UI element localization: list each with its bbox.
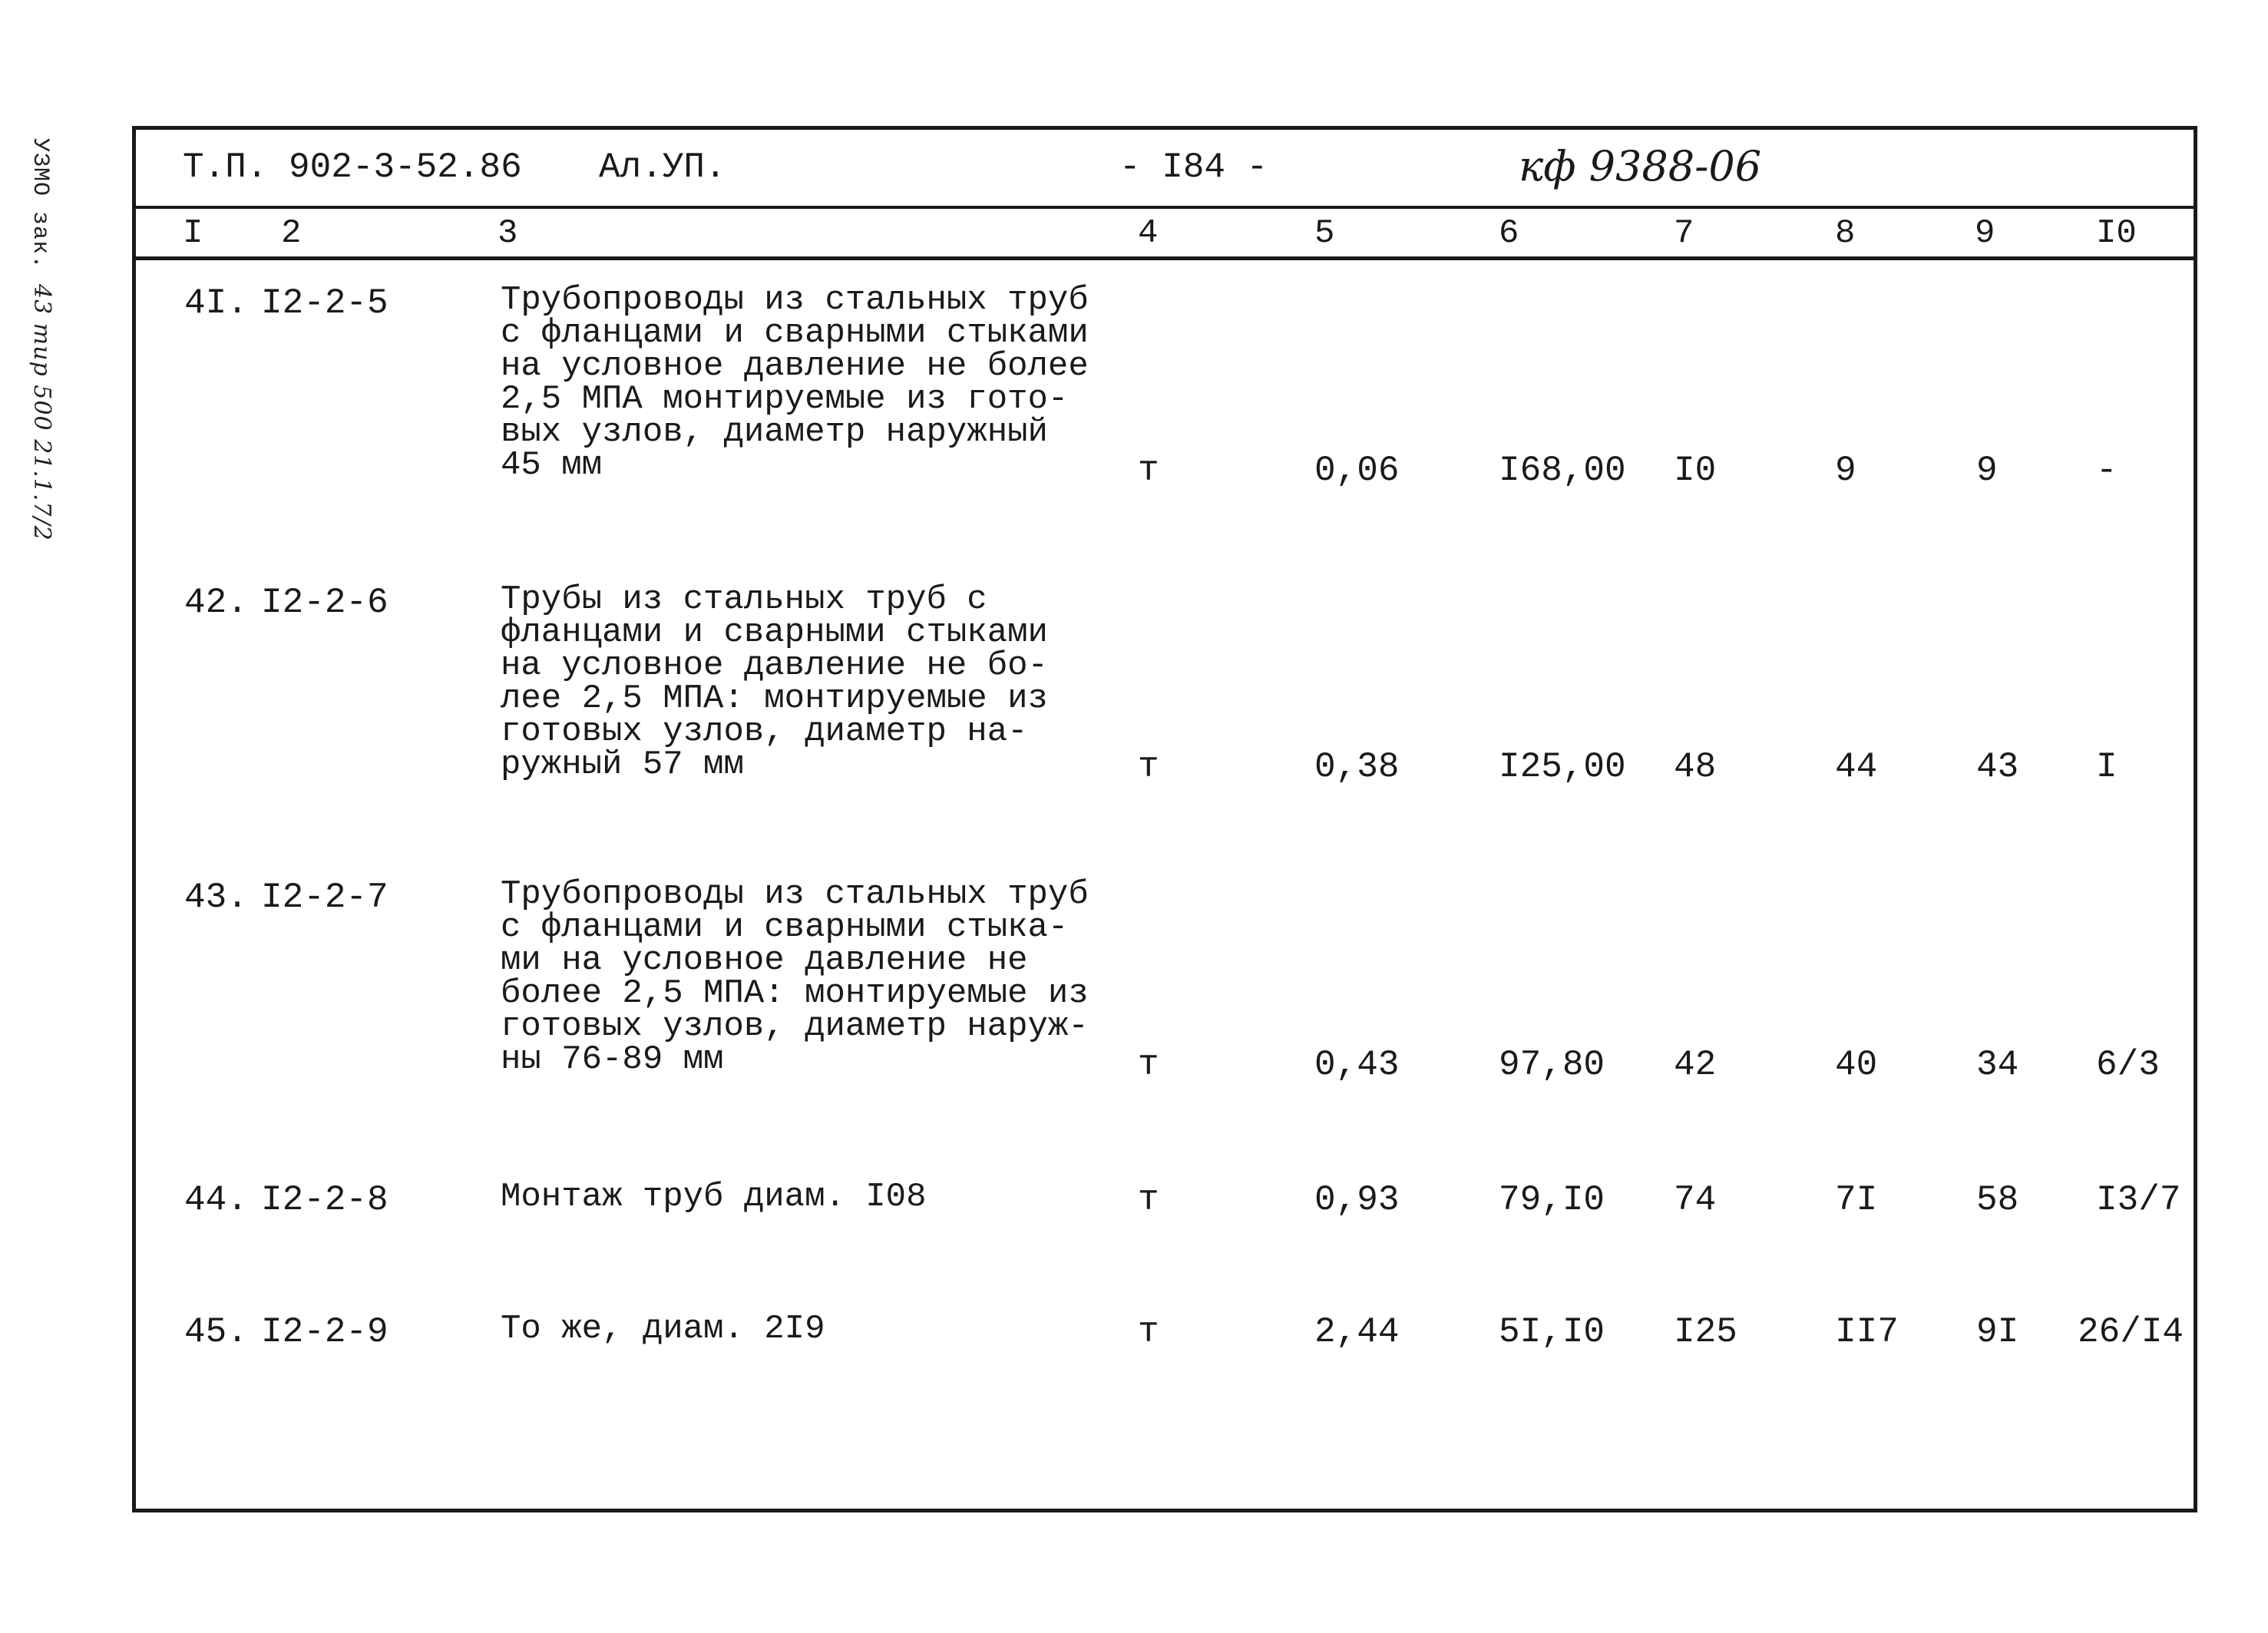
row-col5: 0,43 <box>1314 1045 1400 1085</box>
row-code: I2-2-9 <box>261 1312 388 1352</box>
row-unit: т <box>1138 1045 1159 1085</box>
page-number: - I84 - <box>1119 147 1268 187</box>
column-header-3: 3 <box>498 214 518 253</box>
row-number: 43. <box>184 878 248 917</box>
row-col9: 34 <box>1976 1045 2019 1085</box>
row-col6: 5I,I0 <box>1499 1312 1605 1352</box>
row-col8: II7 <box>1835 1312 1899 1352</box>
row-col8: 44 <box>1835 747 1878 787</box>
row-description: Монтаж труб диам. I08 <box>501 1178 927 1216</box>
row-number: 45. <box>184 1312 248 1352</box>
row-description: Трубопроводы из стальных труб с фланцами и сварными стыка- ми на условное давление не более 2,5 МПА: монтируемые из готовых узлов, диаметр наруж- ны 76-89 мм <box>501 875 1089 1079</box>
margin-note-prefix: УЗМО зак. <box>27 138 53 270</box>
doc-code: Т.П. 902-3-52.86 <box>183 147 522 187</box>
row-col9: 58 <box>1976 1180 2019 1220</box>
row-number: 44. <box>184 1180 248 1220</box>
row-col6: I68,00 <box>1499 451 1626 491</box>
row-description: То же, диам. 2I9 <box>501 1310 825 1348</box>
row-col8: 9 <box>1835 451 1856 491</box>
row-col7: 74 <box>1674 1180 1717 1220</box>
row-col5: 2,44 <box>1314 1312 1400 1352</box>
row-col6: 97,80 <box>1499 1045 1605 1085</box>
row-unit: т <box>1138 1180 1159 1220</box>
row-col9: 43 <box>1976 747 2019 787</box>
row-description: Трубопроводы из стальных труб с фланцами и сварными стыками на условное давление не более 2,5 МПА монтируемые из гото- вых узлов, диаметр наружный 45 мм <box>501 281 1089 484</box>
row-description: Трубы из стальных труб с фланцами и сварными стыками на условное давление не бо- лее 2,5 МПА: монтируемые из готовых узлов, диаметр на- ружный 57 мм <box>501 580 1048 784</box>
row-col9: 9 <box>1976 451 1998 491</box>
margin-note-handwritten: 43 тир 500 21.1.7/2 <box>28 284 55 541</box>
column-header-divider <box>132 256 2197 260</box>
row-code: I2-2-6 <box>261 583 388 623</box>
row-col10: 6/3 <box>2096 1045 2160 1085</box>
row-col10: I3/7 <box>2096 1180 2181 1220</box>
row-unit: т <box>1138 747 1159 787</box>
row-col5: 0,06 <box>1314 451 1400 491</box>
row-col10: 26/I4 <box>2078 1312 2184 1352</box>
row-code: I2-2-5 <box>261 283 388 323</box>
column-header-1: I <box>183 214 203 253</box>
row-col9: 9I <box>1976 1312 2019 1352</box>
row-col7: 48 <box>1674 747 1717 787</box>
handwritten-stamp: кф 9388-06 <box>1519 142 1762 190</box>
column-header-2: 2 <box>281 214 302 253</box>
row-col5: 0,93 <box>1314 1180 1400 1220</box>
row-unit: т <box>1138 451 1159 491</box>
row-col7: I25 <box>1674 1312 1737 1352</box>
row-col5: 0,38 <box>1314 747 1400 787</box>
row-code: I2-2-8 <box>261 1180 388 1220</box>
row-unit: т <box>1138 1312 1159 1352</box>
table-frame <box>132 126 2197 1512</box>
row-col8: 40 <box>1835 1045 1878 1085</box>
row-col7: 42 <box>1674 1045 1717 1085</box>
row-col10: I <box>2096 747 2118 787</box>
row-number: 42. <box>184 583 248 623</box>
column-header-4: 4 <box>1138 214 1159 253</box>
column-header-9: 9 <box>1975 214 1995 253</box>
column-header-10: I0 <box>2096 214 2137 253</box>
row-col6: I25,00 <box>1499 747 1626 787</box>
column-header-7: 7 <box>1674 214 1694 253</box>
row-col10: - <box>2096 451 2118 491</box>
column-header-8: 8 <box>1835 214 1856 253</box>
margin-order-note <box>27 138 55 541</box>
row-number: 4I. <box>184 283 248 323</box>
column-header-5: 5 <box>1314 214 1335 253</box>
column-header-6: 6 <box>1499 214 1519 253</box>
row-col7: I0 <box>1674 451 1717 491</box>
album-label: Ал.УП. <box>599 147 726 187</box>
header-divider <box>132 206 2197 209</box>
row-code: I2-2-7 <box>261 878 388 917</box>
row-col8: 7I <box>1835 1180 1878 1220</box>
row-col6: 79,I0 <box>1499 1180 1605 1220</box>
